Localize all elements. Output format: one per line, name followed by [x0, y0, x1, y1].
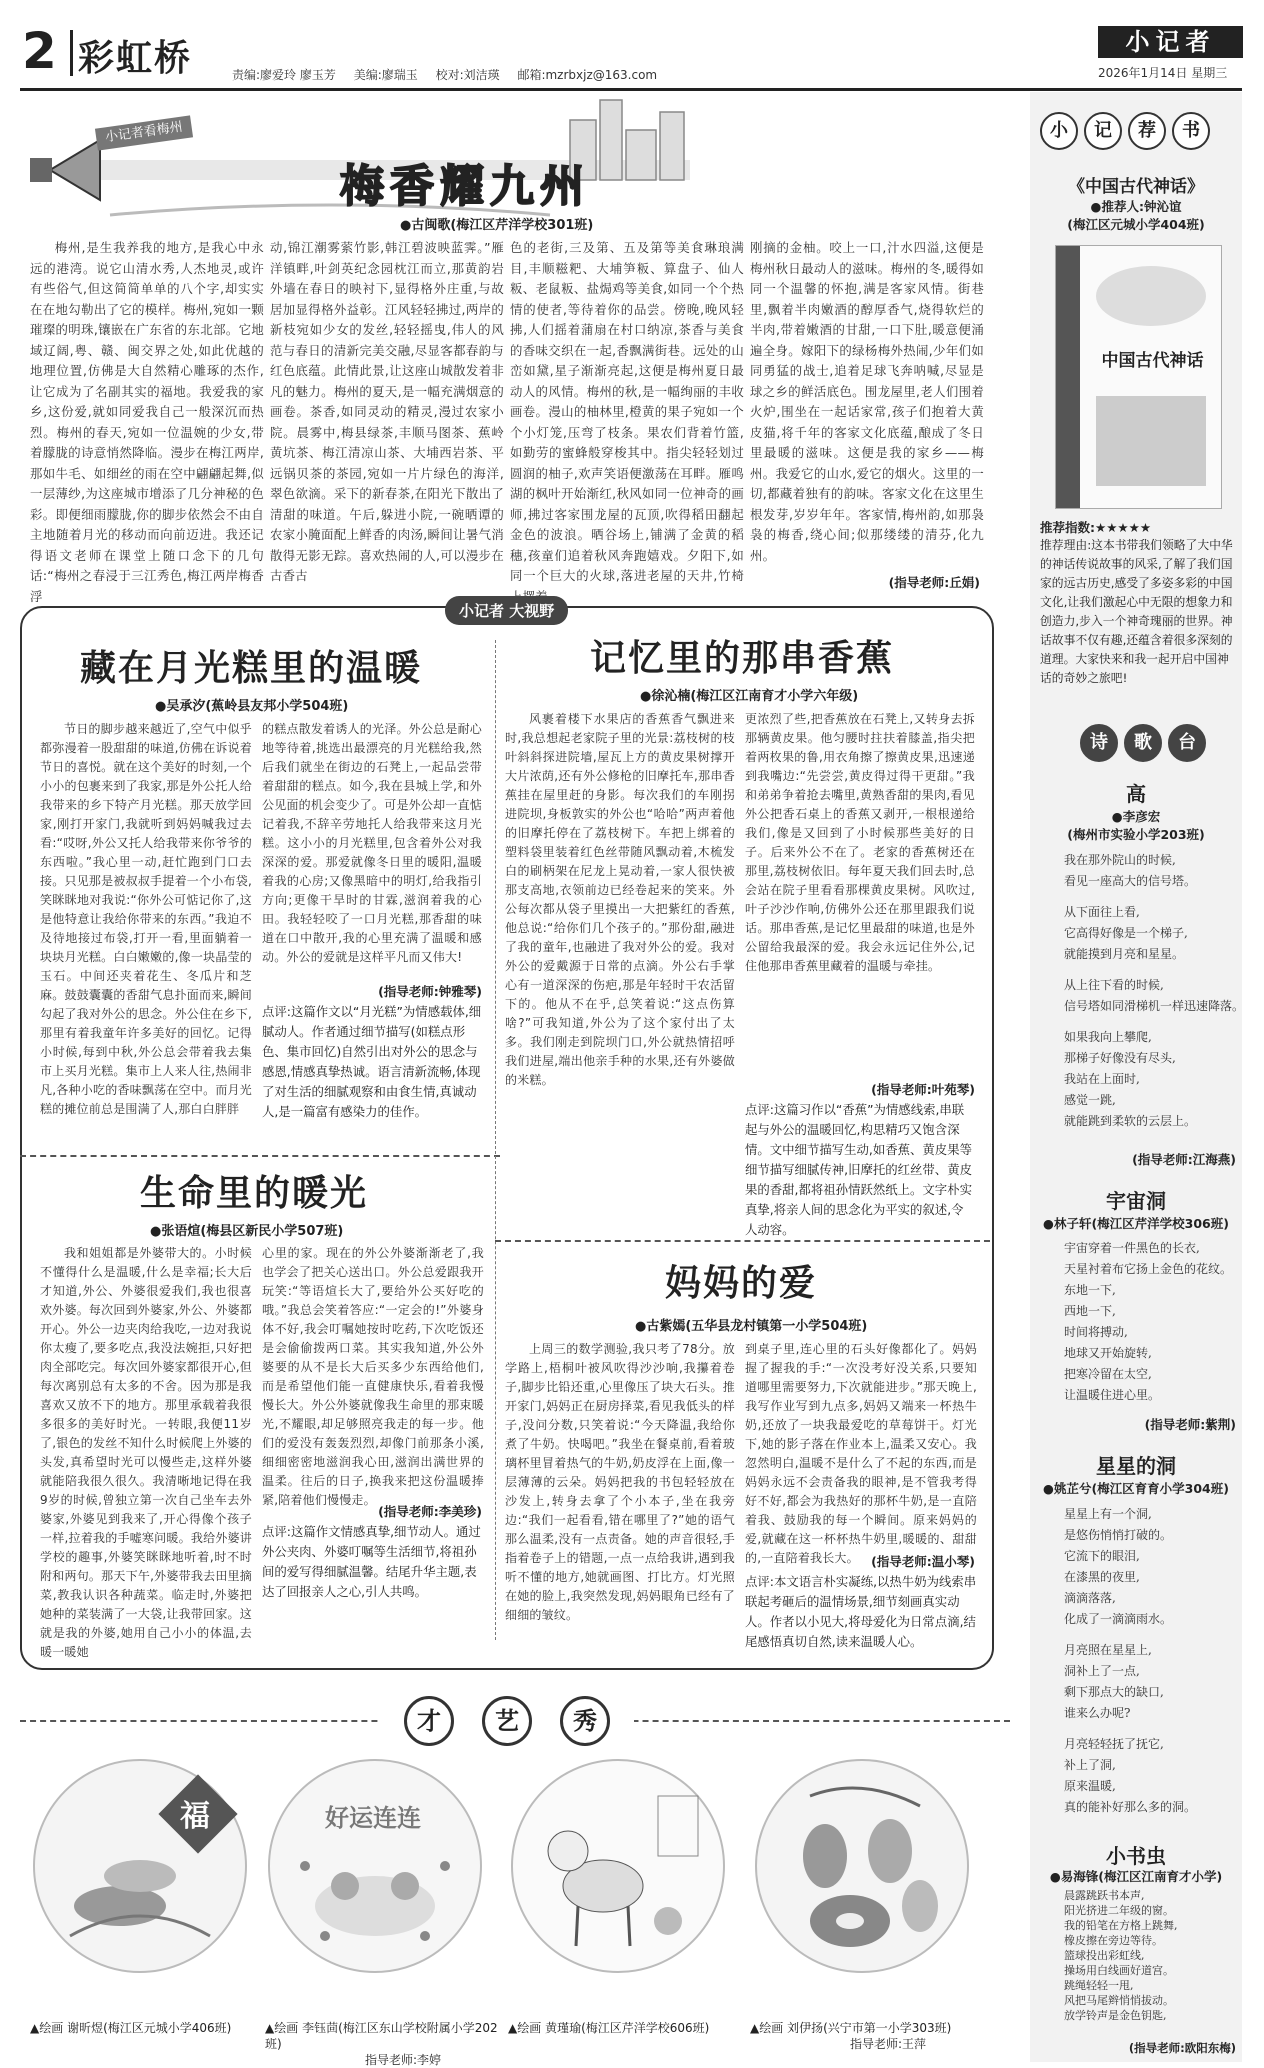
- poem-body: 星星上有一个洞, 是悠伤悄悄打破的。 它流下的眼泪, 在漆黑的夜里, 滴滴落落, 化成了一滴滴雨水。 月亮照在星星上, 洞补上了一点, 剩下那点大的缺口, 谁来么办呢? 月亮轻轻抚了抚它, 补上了洞, 原来温暖, 真的能补好那么多的洞。: [1064, 1507, 1197, 1814]
- feature-title: 梅香耀九州: [340, 161, 590, 212]
- poem-section-char: 歌: [1124, 724, 1162, 762]
- talent-title-char: 秀: [560, 1696, 610, 1746]
- poem-section-header: [1080, 724, 1212, 762]
- section-name: 彩虹桥: [78, 37, 193, 79]
- book-reason: 推荐理由:这本书带我们领略了大中华的神话传说故事的风采,了解了我们国家的远古历史,感受了多姿多彩的中国文化,让我们激起心中无限的想象力和创造力,步入一个神奇瑰丽的世界。神话故事不仅有趣,还蕴含着很多深刻的道理。大家快来和我一起开启中国神话的奇妙之旅吧!: [1040, 538, 1233, 685]
- book-section-char: 书: [1172, 112, 1210, 150]
- artwork-3: [508, 1756, 728, 1976]
- article-title-warmth: 生命里的暖光: [140, 1172, 369, 1214]
- poem-author: ●林子轩(梅江区芹洋学校306班): [1043, 1216, 1229, 1231]
- email-credit[interactable]: 邮箱:mzrbxjz@163.com: [517, 68, 658, 82]
- artwork-1: [30, 1756, 250, 1976]
- talent-header: [380, 1696, 634, 1748]
- mooncake-column-2: 的糕点散发着诱人的光泽。外公总是耐心地等待着,挑选出最漂亮的月光糕给我,然后我们就坐在街边的石凳上,一起品尝带着甜甜的糕点。如今,我在县城上学,和外公见面的机会变少了。可是外公却一直惦记着我,不辞辛劳地托人给我带来这月光糕。这小小的月光糕里,包含着外公对我深深的爱。那爱就像冬日里的暖阳,温暖着我的心房;又像黑暗中的明灯,给我指引方向;更像干旱时的甘霖,滋润着我的心田。我轻轻咬了一口月光糕,那香甜的味道在口中散开,我的心里充满了温暖和感动。外公的爱就是这样平凡而又伟大!: [262, 722, 482, 964]
- book-title: 《中国古代神话》: [1068, 177, 1204, 197]
- feature-column-3: 色的老街,三及第、五及第等美食琳琅满目,丰顺糍粑、大埔笋粄、算盘子、仙人粄、老鼠粄、盐焗鸡等美食,如同一个个热情的使者,等待着你的品尝。傍晚,晚风轻拂,人们摇着蒲扇在村口纳凉,茶香与美食的香味交织在一起,香飘满街巷。远处的山峦如黛,星子渐渐亮起,这便是梅州夏日最动人的风情。梅州的秋,是一幅绚丽的丰收画卷。漫山的柚林里,橙黄的果子宛如一个个小灯笼,压弯了枝条。果农们背着竹篮,如勤劳的蜜蜂般穿梭其中。指尖轻轻划过圆润的柚子,欢声笑语便激荡在耳畔。雁鸣湖的枫叶开始渐红,秋风如同一位神奇的画师,拂过客家围龙屋的瓦顶,吹得稻田翻起金色的波浪。晒谷场上,铺满了金黄的稻穗,孩童们追着秋风奔跑嬉戏。夕阳下,如同一个巨大的火球,落进老屋的天井,竹椅: [510, 240, 744, 583]
- poem-section-char: 台: [1168, 724, 1206, 762]
- artwork-2: [265, 1756, 485, 1976]
- feature-column-4: 刚摘的金柚。咬上一口,汁水四溢,这便是梅州秋日最动人的滋味。梅州的冬,暖得如同一个温馨的怀抱,满是客家风情。街巷里,飘着半肉嫩酒的醇厚香气,烧得软烂的半肉,带着嫩酒的甘甜,一口下肚,暖意便涌遍全身。嫁阳下的绿杨梅外热闹,少年们如同勇猛的战士,追着足球飞奔呐喊,尽显是球之乡的鲜活底色。围龙屋里,老人们围着火炉,围坐在一起话家常,孩子们抱着大黄皮猫,将千年的客家文化底蕴,酿成了冬日里最暖的滋味。这便是我的家乡——梅州。我爱它的山水,爱它的烟火。这里的一切,都藏着独有的韵味。客家文化在这里生根发芽,岁岁年年。客家情,梅州韵,如那袅袅的梅香,绕心间;似那缕缕的清芬,化九州。: [750, 240, 984, 563]
- fu-character: 福: [180, 1799, 210, 1834]
- feature-column-1: 梅州,是生我养我的地方,是我心中永远的港湾。说它山清水秀,人杰地灵,或许有些俗气,但这简简单单的八个字,却实实在在地勾勒出了它的模样。梅州,宛如一颗璀璨的明珠,镶嵌在广东省的东北部。它地域辽阔,粤、赣、闽交界之处,如此优越的地理位置,仿佛是大自然精心雕琢的杰作,让它成为了名副其实的福地。我爱我的家乡,这份爱,就如同爱我自己一般深沉而热烈。梅州的春天,宛如一位温婉的少女,带着朦胧的诗意悄然降临。漫步在梅江两岸,那如牛毛、如细丝的雨在空中翩翩起舞,似一层薄纱,为这座城市增添了几分神秘的色彩。即便细雨朦胧,你的脚步依然会不由自主地随着月光的移动而向前迈进。我还记得语文老师在课堂上随口念下的几句话:“梅州之春浸于三江秀色,梅江两岸梅香浮: [30, 240, 264, 604]
- book-rating: 推荐指数:★★★★★: [1040, 520, 1152, 535]
- feature-byline: ●古闽歌(梅江区芹洋学校301班): [400, 218, 594, 233]
- warmth-teacher: (指导老师:李美珍): [378, 1504, 482, 1519]
- poem-author: ●易海锋(梅江区江南育才小学): [1049, 1869, 1223, 1884]
- artwork-2-caption: ▲绘画 李钰茴(梅江区东山学校附属小学202班) 指导老师:李婷: [265, 2021, 498, 2067]
- artwork-1-caption: ▲绘画 谢昕煜(梅江区元城小学406班): [30, 2021, 232, 2035]
- book-section-char: 小: [1040, 112, 1078, 150]
- artwork-4-caption: ▲绘画 刘伊扬(兴宁市第一小学303班) 指导老师:王萍: [750, 2021, 952, 2051]
- big-view-tag: 小记者 大视野: [445, 596, 568, 625]
- poem-teacher: (指导老师:欧阳东梅): [1128, 2041, 1236, 2055]
- feature-ribbon: 小记者看梅州: [95, 115, 193, 150]
- banana-column-1: 风裹着楼下水果店的香蕉香气飘进来时,我总想起老家院子里的光景:荔枝树的枝叶斜斜探进院墙,屋瓦上方的黄皮果树撑开大片浓荫,还有外公修枪的旧摩托车,那串香蕉挂在屋里赶的身影。每次我们的车刚拐进院坝,身板敦实的外公也“哈哈”两声着他的旧摩托停在了荔枝树下。车把上绑着的塑料袋里装着红色丝带随风飘动着,木梳发白的刷柄架在尼龙上晃动着,一家人很快被那支高地,衣领前边已经卷起来的笑来。外公每次都从袋子里摸出一大把紫红的香蕉,他总说:“给你们几个孩子的。”那份甜,融进了我的童年,也融进了我对外公的爱。我对外公的爱戴源于日常的点滴。外公右手掌心有一道深深的伤疤,那是年轻时干农活留下的。他从不在乎,总笑着说:“这点伤算啥?”可我知道,外公为了这个家付出了太多。我们刚走到院坝门口,外公就热情招呼我们进屋,端出他亲手种的水果,还有外婆做的米糕。: [505, 712, 735, 1087]
- editorial-credits: [232, 66, 671, 83]
- artwork-4: [750, 1756, 975, 1976]
- poem-teacher: (指导老师:江海燕): [1132, 1152, 1236, 1167]
- divider-center: [495, 640, 496, 1640]
- poem-school: (梅州市实验小学203班): [1067, 827, 1205, 842]
- article-byline-warmth: ●张语煊(梅县区新民小学507班): [150, 1224, 344, 1239]
- feature-column-2: 动,锦江潮雾萦竹影,韩江碧波映蓝霁。”雁洋镇畔,叶剑英纪念园枕江而立,那黄韵岩外墙在春日的映衬下,显得格外庄重,与故居加显得格外益彰。江风轻轻拂过,两岸的新枝宛如少女的发丝,轻轻摇曳,伟人的风范与春日的清新完美交融,尽显客都春韵与红色底蕴。此情此景,让这座山城散发着非凡的魅力。梅州的夏天,是一幅充满烟意的画卷。茶香,如同灵动的精灵,漫过农家小院。晨雾中,梅县绿茶,丰顺马图茶、蕉岭黄坑茶、梅江清凉山茶、大埔西岩茶、平远锅贝茶的茶园,宛如一片片绿色的海洋,翠色欲滴。采下的新春茶,在阳光下散出了清甜的味道。午后,躲进小院,一碗晒谭的农家小腌面配上鲜香的肉汤,瞬间让暑气消散得无影无踪。喜欢热闹的人,可以漫步在古香古: [270, 240, 504, 583]
- banana-teacher: (指导老师:叶苑琴): [871, 1082, 975, 1097]
- page-number: 2: [22, 22, 57, 80]
- poem-title: 星星的洞: [1096, 1454, 1176, 1478]
- designer-credit: 美编:廖瑞玉: [353, 68, 418, 82]
- header-separator: [70, 30, 73, 76]
- poem-title: 宇宙洞: [1106, 1189, 1166, 1213]
- feature-teacher: (指导老师:丘娟): [888, 575, 980, 590]
- mooncake-column-1: 节日的脚步越来越近了,空气中似乎都弥漫着一股甜甜的味道,仿佛在诉说着节日的喜悦。就在这个美好的时刻,一个小小的包裹来到了我家,那是外公托人给我带来的乡下特产月光糕。那天放学回家,刚打开家门,我就听到妈妈喊我过去看:“哎呀,外公又托人给我带来你爷爷的东西啦。”我心里一动,赶忙跑到门口去接。只见那是被叔叔手提着一个小布袋,笑眯眯地对我说:“你外公可惦记你了,这是他特意让我给你带来的东西。”我迫不及待地接过布袋,打开一看,里面躺着一块块月光糕。白白嫩嫩的,像一块晶莹的玉石。中间还夹着花生、冬瓜片和芝麻。鼓鼓囊囊的香甜气息扑面而来,瞬间勾起了我对外公的思念。外公住在乡下,那里有着我童年许多美好的回忆。记得小时候,每到中秋,外公总会带着我去集市上买月光糕。集市上人来人往,热闹非凡,各种小吃的香味飘荡在空中。而月光糕的摊位前总是围满了人,那白白胖胖: [40, 722, 252, 1116]
- mooncake-comment: 点评:这篇作文以“月光糕”为情感载体,细腻动人。作者通过细节描写(如糕点形色、集市回忆)自然引出对外公的思念与感恩,情感真挚热诚。语言清新流畅,体现了对生活的细腻观察和由食生情,真诚动人,是一篇富有感染力的佳作。: [262, 1004, 482, 1119]
- article-title-banana: 记忆里的那串香蕉: [590, 637, 895, 679]
- poem-body: 宇宙穿着一件黑色的长衣, 天星衬着布它扬上金色的花纹。 东地一下, 西地一下, 时间将搏动, 地球又开始旋转, 把寒冷留在太空, 让温暖住进心里。: [1064, 1241, 1233, 1402]
- artwork-2-poster-text: 好运连连: [325, 1803, 421, 1832]
- book-section-char: 记: [1084, 112, 1122, 150]
- talent-title-char: 才: [404, 1696, 454, 1746]
- divider-right: [495, 1240, 990, 1242]
- banana-comment: 点评:这篇习作以“香蕉”为情感线索,串联起与外公的温暖回忆,构思精巧又饱含深情。文中细节描写生动,如香蕉、黄皮果等细节描写细腻传神,旧摩托的红丝带、黄皮果的香甜,都将祖孙情跃然纸上。文字朴实真挚,将亲人间的思念化为平实的叙述,令人动容。: [745, 1102, 972, 1237]
- poem-body: 晨露跳跃书本声, 阳光挤进二年级的窗。 我的铅笔在方格上跳舞, 橡皮擦在旁边等待。 篮球投出彩虹线, 操场用白线画好道宫。 跳绳轻轻一甩, 风把马尾辫悄悄拔动。 放学铃声是金色钥匙,: [1064, 1889, 1178, 2022]
- article-byline-mom: ●古紫嫣(五华县龙村镇第一小学504班): [635, 1319, 868, 1334]
- mom-teacher: (指导老师:温小琴): [871, 1554, 975, 1569]
- book-section-char: 荐: [1128, 112, 1166, 150]
- proofreader-credit: 校对:刘洁瑛: [435, 68, 500, 82]
- article-title-mom: 妈妈的爱: [665, 1262, 818, 1304]
- book-cover: [1055, 245, 1222, 509]
- mom-column-1: 上周三的数学测验,我只考了78分。放学路上,梧桐叶被风吹得沙沙响,我攥着卷子,脚步比铅还重,心里像压了块大石头。推开家门,妈妈正在厨房择菜,看见我低头的样子,没问分数,只笑着说:“今天降温,我给你煮了牛奶。快喝吧。”我坐在餐桌前,看着玻璃杯里冒着热气的牛奶,奶皮浮在上面,像一层薄薄的云朵。妈妈把我的书包轻轻放在沙发上,转身去拿了个小本子,坐在我旁边:“我们一起看看,错在哪里了?”她的语气那么温柔,没有一点责备。她的声音很轻,手指着卷子上的错题,一点一点给我讲,遇到我听不懂的地方,她就画图、打比方。灯光照在她的脸上,我突然发现,妈妈眼角已经有了细细的皱纹。: [505, 1342, 735, 1622]
- brand-logo: 小记者: [1098, 26, 1243, 58]
- book-section-header: [1040, 112, 1216, 150]
- poem-body: 我在那外院山的时候, 看见一座高大的信号塔。 从下面往上看, 它高得好像是一个梯子, 就能摸到月亮和星星。 从上往下看的时候, 信号塔如同滑梯机一样迅速降落。 如果我向上攀爬, 那梯子好像没有尽头, 我站在上面时, 感觉一跳, 就能跳到柔软的云层上。: [1064, 853, 1245, 1128]
- poem-author: ●姚芷兮(梅江区育育小学304班): [1043, 1481, 1229, 1496]
- poem-title: 高: [1126, 782, 1146, 806]
- article-title-mooncake: 藏在月光糕里的温暖: [80, 647, 423, 689]
- mom-column-2: 到桌子里,连心里的石头好像都化了。妈妈握了握我的手:“一次没考好没关系,只要知道哪里需要努力,下次就能进步。”那天晚上,我写作业写到九点多,妈妈又端来一杯热牛奶,还放了一块我最爱吃的草莓饼干。灯光下,她的影子落在作业本上,温柔又安心。我忽然明白,温暖不是什么了不起的东西,而是妈妈永远不会责备我的眼神,是不管我考得好不好,都会为我热好的那杯牛奶,是一直陪着我、鼓励我的每一个瞬间。原来妈妈的爱,就藏在这一杯杯热牛奶里,暖暖的、甜甜的,一直陪着我长大。: [745, 1342, 977, 1565]
- divider-left: [20, 1155, 500, 1157]
- poem-section-char: 诗: [1080, 724, 1118, 762]
- header-rule: [20, 88, 1242, 91]
- mooncake-teacher: (指导老师:钟雅琴): [378, 984, 482, 999]
- warmth-comment: 点评:这篇作文情感真挚,细节动人。通过外公夹肉、外婆叮嘱等生活细节,将祖孙间的爱写得细腻温馨。结尾升华主题,表达了回报亲人之心,引人共鸣。: [262, 1524, 481, 1599]
- editor-credit: 责编:廖爱玲 廖玉芳: [232, 68, 336, 82]
- poem-teacher: (指导老师:紫荆): [1144, 1417, 1236, 1432]
- mom-comment: 点评:本文语言朴实凝练,以热牛奶为线索串联起考砸后的温情场景,细节刻画真实动人。作者以小见大,将母爱化为日常点滴,结尾感悟真切自然,读来温暖人心。: [745, 1574, 977, 1649]
- book-recommender: ●推荐人:钟沁谊: [1090, 199, 1182, 214]
- warmth-column-2: 心里的家。现在的外公外婆渐渐老了,我也学会了把关心送出口。外公总爱跟我开玩笑:“等语煊长大了,要给外公买好吃的哦。”我总会笑着答应:“一定会的!”外婆身体不好,我会叮嘱她按时吃药,下次吃饭还是会偷偷拨两口菜。其实我知道,外公外婆要的从不是长大后买多少东西给他们,而是希望他们能一直健康快乐,看着我慢慢长大。外公外婆就像我生命里的那束暖光,不耀眼,却足够照亮我走的每一步。他们的爱没有轰轰烈烈,却像门前那条小溪,细细密密地滋润我心田,滋润出满世界的温柔。往后的日子,换我来把这份温暖捧紧,陪着他们慢慢走。: [262, 1246, 484, 1507]
- banana-column-2: 更浓烈了些,把香蕉放在石凳上,又转身去拆那辆黄皮果。他匀腰时拄扶着膝盖,指尖把着两枚果的鲁,用衣角擦了擦黄皮果,迅速递到我嘴边:“先尝尝,黄皮得过得干更甜。”我和弟弟争着抢去嘴里,黄熟香甜的果肉,看见外公把香石桌上的香蕉又剥开,一根根递给我们,像是又回到了小时候那些美好的日子。后来外公不在了。老家的香蕉树还在那里,荔枝树依旧。每年夏天我们回去时,总会站在院子里看看那棵黄皮果树。风吹过,叶子沙沙作响,仿佛外公还在那里跟我们说话。那串香蕉,是记忆里最甜的味道,也是外公留给我最深的爱。我会永远记住外公,记住他那串香蕉里藏着的温暖与牵挂。: [745, 712, 975, 973]
- warmth-column-1: 我和姐姐都是外婆带大的。小时候不懂得什么是温暖,什么是幸福;长大后才知道,外公、外婆很爱我们,我也很喜欢外婆。每次回到外婆家,外公、外婆都开心。外公一边夹肉给我吃,一边对我说你太瘦了,要多吃点,我没法婉拒,只好把肉全部吃完。每次回外婆家都很开心,但每次离别总有太多的不舍。因为那是我喜欢又放不下的地方。那里承载着我很多很多的美好时光。一转眼,我便11岁了,银色的发丝不知什么时候爬上外婆的头发,真希望时光可以慢些走,这样外婆就能陪我很久很久。我清晰地记得在我9岁的时候,曾独立第一次自己坐车去外婆家,外婆见到我来了,开心得像个孩子一样,拉着我的手嘘寒问暖。我给外婆讲学校的趣事,外婆笑眯眯地听着,时不时附和两句。那天下午,外婆带我去田里摘菜,教我认识各种蔬菜。临走时,外婆把她种的菜装满了一大袋,让我带回家。这就是我的外婆,她用自己小小的体温,去暖一暖她: [40, 1246, 252, 1659]
- talent-title-char: 艺: [482, 1696, 532, 1746]
- article-byline-mooncake: ●吴承汐(蕉岭县友邦小学504班): [155, 699, 349, 714]
- book-school: (梅江区元城小学404班): [1067, 217, 1205, 232]
- book-cover-title: 中国古代神话: [1101, 351, 1204, 371]
- issue-date: 2026年1月14日 星期三: [1098, 66, 1228, 80]
- poem-author: ●李彦宏: [1111, 809, 1161, 824]
- article-byline-banana: ●徐沁楠(梅江区江南育才小学六年级): [640, 689, 859, 704]
- poem-title: 小书虫: [1106, 1844, 1166, 1868]
- artwork-3-caption: ▲绘画 黄瑾瑜(梅江区芹洋学校606班): [508, 2021, 710, 2035]
